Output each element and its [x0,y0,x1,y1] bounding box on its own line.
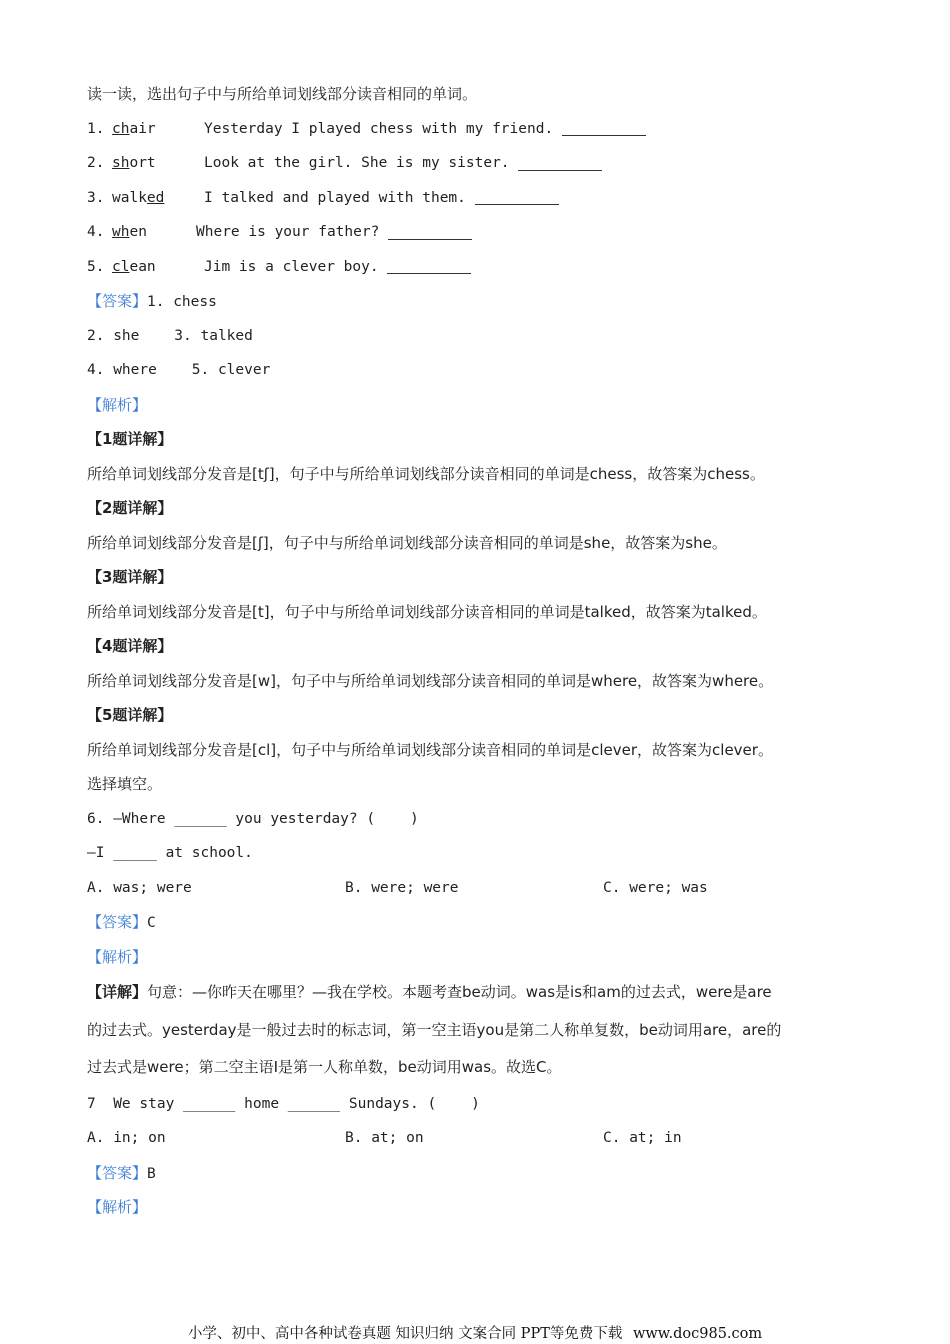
q6-detail-1: 【详解】句意：—你昨天在哪里？—我在学校。本题考查be动词。was是is和am的过去式，were是are [87,983,772,1001]
q6-options [87,874,867,909]
detail-text-4: 所给单词划线部分发音是[w]，句子中与所给单词划线部分读音相同的单词是where，故答案为where。 [87,671,774,690]
detail-head-4: 【4题详解】 [87,637,173,655]
sentence: I talked and played with them. [204,189,466,206]
detail-head-5: 【5题详解】 [87,706,173,724]
option-a: A. was; were [87,879,192,896]
footer-link[interactable]: www.doc985.com [632,1326,763,1342]
section-title: 选择填空。 [87,775,163,793]
q7-answer: 【答案】B [87,1163,156,1182]
sentence: Where is your father? [196,224,380,240]
sentence: Look at the girl. She is my sister. [204,155,510,171]
given-word: walked [112,189,165,206]
q6-detail-2: 的过去式。yesterday是一般过去时的标志词，第一空主语you是第二人称单复数，be动词用are，are的 [87,1020,782,1039]
question-item-4: 4. when Where is your father? [87,218,867,253]
footer-text: 小学、初中、高中各种试卷真题 知识归纳 文案合同 PPT等免费下载 [187,1326,623,1342]
given-word: when [112,224,147,240]
given-word: chair [112,120,156,137]
option-b: B. were; were [345,879,459,896]
answer-blank [388,225,472,240]
document-page [87,80,867,1228]
instruction: 读一读，选出句子中与所给单词划线部分读音相同的单词。 [87,85,478,103]
q6-detail-3: 过去式是were；第二空主语I是第一人称单数，be动词用was。故选C。 [87,1058,562,1076]
answers-row-1: 【答案】1. chess [87,292,217,310]
detail-head-3: 【3题详解】 [87,568,173,586]
given-word: clean [112,258,156,275]
option-c: C. were; was [603,879,708,896]
question-item-3: 3. walked I talked and played with them. [87,184,867,219]
answer-blank [562,121,646,136]
question-item-1: 1. chair Yesterday I played chess with my friend. [87,115,867,150]
analysis-tag: 【解析】 [87,395,148,414]
answer-blank [387,259,471,274]
answers-row-2: 2. she 3. talked [87,327,253,344]
question-item-2: 2. short Look at the girl. She is my sister. [87,149,867,184]
q7-line1: 7 We stay ______ home ______ Sundays. ( ) [87,1095,480,1112]
answer-blank [475,190,559,205]
answer-tag: 【答案】 [87,292,148,310]
detail-head-2: 【2题详解】 [87,499,173,517]
q6-line1: 6. —Where ______ you yesterday? ( ) [87,810,419,827]
q6-answer: 【答案】C [87,913,156,931]
option-c: C. at; in [603,1130,682,1146]
q7-options [87,1124,867,1159]
answers-row-3: 4. where 5. clever [87,362,271,378]
answer-blank [518,156,602,171]
detail-text-2: 所给单词划线部分发音是[ʃ]，句子中与所给单词划线部分读音相同的单词是she，故答案为she。 [87,533,727,552]
sentence: Yesterday I played chess with my friend. [204,120,554,137]
q6-analysis-tag: 【解析】 [87,947,148,966]
sentence: Jim is a clever boy. [204,258,379,275]
detail-text-3: 所给单词划线部分发音是[t]，句子中与所给单词划线部分读音相同的单词是talked，故答案为talked。 [87,602,767,621]
option-a: A. in; on [87,1130,166,1146]
detail-text-1: 所给单词划线部分发音是[tʃ]，句子中与所给单词划线部分读音相同的单词是chess，故答案为chess。 [87,464,765,483]
option-b: B. at; on [345,1130,424,1146]
question-item-5: 5. clean Jim is a clever boy. [87,253,867,288]
given-word: short [112,155,156,171]
detail-text-5: 所给单词划线部分发音是[cl]，句子中与所给单词划线部分读音相同的单词是clever，故答案为clever。 [87,740,773,759]
q7-analysis-tag: 【解析】 [87,1198,148,1216]
detail-head-1: 【1题详解】 [87,430,173,448]
q6-line2: —I _____ at school. [87,845,253,861]
footer [0,1322,950,1343]
